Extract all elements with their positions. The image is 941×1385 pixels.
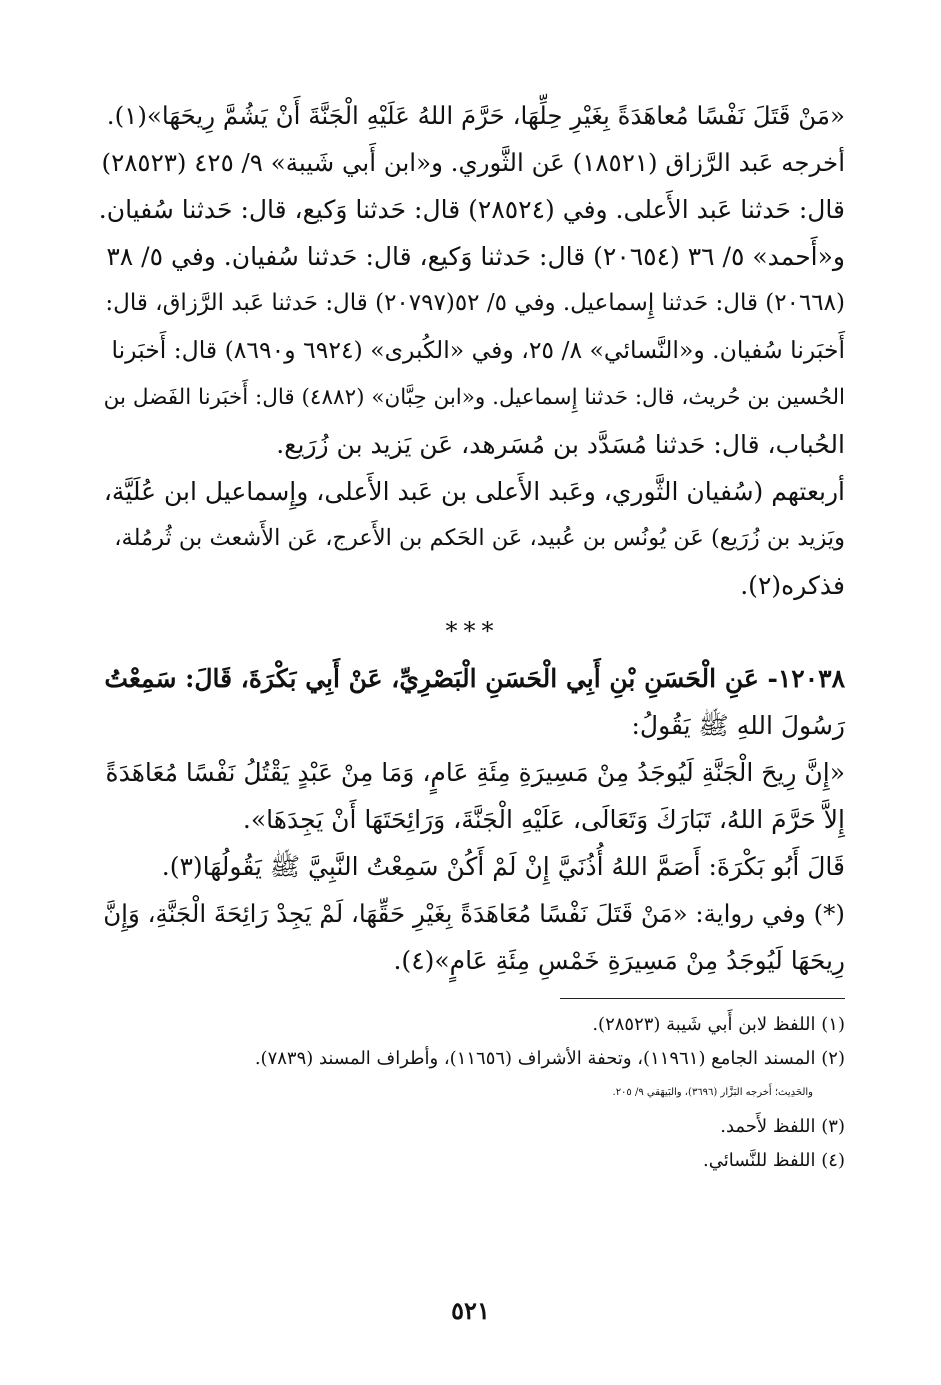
text-line: الحُسين بن حُريث، قال: حَدثنا إِسماعيل. و«ابن حِبَّان» (٤٨٨٢) قال: أَخبَرنا الفَضل بن xyxy=(103,385,845,410)
footnote: (١) اللفظ لابن أَبي شَيبة (٢٨٥٢٣). xyxy=(592,1014,845,1035)
text-line: إِلاَّ حَرَّمَ اللهُ، تَبَارَكَ وَتَعَالَى، عَلَيْهِ الْجَنَّةَ، وَرَائِحَتَهَا أَنْ يَجِدَهَا». xyxy=(242,805,845,834)
text-line: أَخبَرنا سُفيان. و«النَّسائي» ٨/ ٢٥، وفي «الكُبرى» (٦٩٢٤ و٨٦٩٠) قال: أَخبَرنا xyxy=(111,336,845,364)
footnote: (٢) المسند الجامع (١١٩٦١)، وتحفة الأشراف (١١٦٥٦)، وأطراف المسند (٧٨٣٩). xyxy=(254,1048,845,1069)
section-separator: *** xyxy=(445,617,500,645)
text-line: رَسُولَ اللهِ ﷺ يَقُولُ: xyxy=(631,711,845,740)
page-number: ٥٢١ xyxy=(451,1296,490,1325)
text-line: رِيحَهَا لَيُوجَدُ مِنْ مَسِيرَةِ خَمْسِ مِئَةِ عَامٍ»(٤). xyxy=(393,946,845,975)
text-line: ويَزيد بن زُرَيع) عَن يُونُس بن عُبيد، عَن الحَكم بن الأَعرج، عَن الأَشعث بن ثُرمُلة، xyxy=(114,525,845,551)
footnote: والحَدِيث؛ أَخرجه البَزَّار (٣٦٩٦)، والبَيهَقي ٩/ ٢٠٥. xyxy=(612,1087,813,1098)
text-line: (٢٠٦٦٨) قال: حَدثنا إِسماعيل. وفي ٥/ ٥٢(٢٠٧٩٧) قال: حَدثنا عَبد الرَّزاق، قال: xyxy=(105,290,845,316)
text-line: أخرجه عَبد الرَّزاق (١٨٥٢١) عَن الثَّوري. و«ابن أَبي شَيبة» ٩/ ٤٢٥ (٢٨٥٢٣) xyxy=(101,148,845,177)
text-line: الحُباب، قال: حَدثنا مُسَدَّد بن مُسَرهد، عَن يَزيد بن زُرَيع. xyxy=(276,430,845,459)
footnote: (٤) اللفظ للنَّسائي. xyxy=(703,1150,845,1171)
text-line: أربعتهم (سُفيان الثَّوري، وعَبد الأَعلى بن عَبد الأَعلى، وإِسماعيل ابن عُلَيَّة، xyxy=(103,477,845,506)
text-line: قَالَ أَبُو بَكْرَةَ: أَصَمَّ اللهُ أُذُنَيَّ إِنْ لَمْ أَكُنْ سَمِعْتُ النَّبِيَّ ﷺ يَقُولُهَا(٣). xyxy=(161,852,845,881)
text-line: «إِنَّ رِيحَ الْجَنَّةِ لَيُوجَدُ مِنْ مَسِيرَةِ مِئَةِ عَامٍ، وَمَا مِنْ عَبْدٍ يَقْتُلُ نَفْسًا مُعَاهَدَةً xyxy=(105,758,845,787)
text-line: «مَنْ قَتَلَ نَفْسًا مُعاهَدَةً بِغَيْرِ حِلِّهَا، حَرَّمَ اللهُ عَلَيْهِ الْجَنَّةَ أَنْ يَشُمَّ رِيحَهَا»(١). xyxy=(106,101,845,130)
hadith-heading: ١٢٠٣٨- عَنِ الْحَسَنِ بْنِ أَبِي الْحَسَنِ الْبَصْرِيِّ، عَنْ أَبِي بَكْرَةَ، قَالَ: سَمِعْتُ xyxy=(104,664,845,693)
text-line: و«أَحمد» ٥/ ٣٦ (٢٠٦٥٤) قال: حَدثنا وَكيع، قال: حَدثنا سُفيان. وفي ٥/ ٣٨ xyxy=(106,242,845,271)
text-line: فذكره(٢). xyxy=(740,571,845,600)
text-line: قال: حَدثنا عَبد الأَعلى. وفي (٢٨٥٢٤) قال: حَدثنا وَكيع، قال: حَدثنا سُفيان. xyxy=(98,195,845,224)
footnote-divider xyxy=(560,998,845,999)
text-line: (*) وفي رواية: «مَنْ قَتَلَ نَفْسًا مُعَاهَدَةً بِغَيْرِ حَقِّهَا، لَمْ يَجِدْ رَائِحَةَ الْجَنَّةِ، وَإِنَّ xyxy=(103,899,845,928)
page-body xyxy=(100,100,845,1183)
footnote: (٣) اللفظ لأَحمد. xyxy=(720,1116,845,1137)
